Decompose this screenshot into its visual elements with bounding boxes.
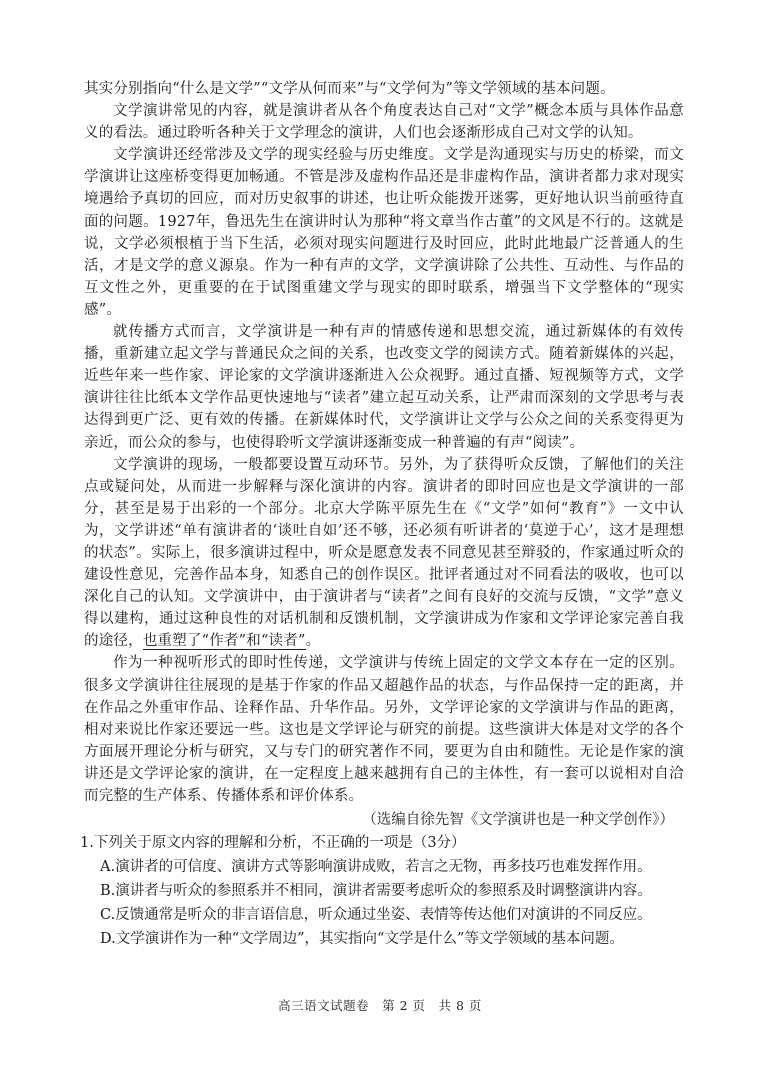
passage-paragraph-4-end: 。 [305,633,321,650]
passage-source: （选编自徐先智《文学演讲也是一种文学创作》） [362,812,674,829]
option-c: C.反馈通常是听众的非言语信息，听众通过坐姿、表情等传达他们对演讲的不同反应。 [100,907,652,924]
question-1 [80,831,684,951]
passage-paragraph-4 [84,454,684,653]
page-footer: 高三语文试题卷 第 2 页 共 8 页 [278,998,482,1013]
option-b: B.演讲者与听众的参照系并不相同，演讲者需要考虑听众的参照系及时调整演讲内容。 [100,883,652,900]
underlined-phrase: 也重塑了“作者”和“读者” [142,633,306,650]
passage-paragraph-4-main: 文学演讲的现场，一般都要设置互动环节。另外，为了获得听众反馈，了解他们的关注点或疑问处，从而进一步解释与深化演讲的内容。演讲者的即时回应也是文学演讲的一部分，甚至是易于出彩的一个部分。北京大学陈平原先生在《“文学”如何“教育”》一文中认为，文学讲述“单有演讲者的‘谈吐自如’还不够，还必须有听讲者的‘莫逆于心’，这才是理想的状态”。实际上，很多演讲过程中，听众是愿意发表不同意见甚至辩驳的，作家通过听众的建设性意见，完善作品本身，知悉自己的创作误区。批评者通过对不同看法的吸收，也可以深化自己的认知。文学演讲中，由于演讲者与“读者”之间有良好的交流与反馈，“文学”意义得以建构，通过这种良性的对话机制和反馈机制，文学演讲成为作家和文学评论家完善自我的途径， [84,456,684,650]
option-a: A.演讲者的可信度、演讲方式等影响演讲成败，若言之无物，再多技巧也难发挥作用。 [100,859,652,876]
passage-paragraph-0: 其实分别指向“什么是文学”“文学从何而来”与“文学何为”等文学领域的基本问题。 [84,81,615,97]
passage-paragraph-5: 作为一种视听形式的即时性传递，文学演讲与传统上固定的文学文本存在一定的区别。很多文学演讲往往展现的是基于作家的作品又超越作品的状态，与作品保持一定的距离，并在作品之外重审作品、诠释作品、升华作品。另外，文学评论家的文学演讲与作品的距离，相对来说比作家还要远一些。这也是文学评论与研究的前提。这些演讲大体是对文学的各个方面展开理论分析与研究，又与专门的研究著作不同，要更为自由和随性。无论是作家的演讲还是文学评论家的演讲，在一定程度上越来越拥有自己的主体性，有一套可以说相对自洽而完整的生产体系、传播体系和评价体系。 [84,655,684,804]
passage-paragraph-2: 文学演讲还经常涉及文学的现实经验与历史维度。文学是沟通现实与历史的桥梁，而文学演讲让这座桥变得更加畅通。不管是涉及虚构作品还是非虚构作品，演讲者都力求对现实境遇给予真切的回应，而对历史叙事的讲述，也让听众能拨开迷雾，更好地认识当前亟待直面的问题。1927年，鲁迅先生在演讲时认为那种“将文章当作古董”的文风是不行的。这就是说，文学必须根植于当下生活，必须对现实问题进行及时回应，此时此地最广泛普通人的生活，才是文学的意义源泉。作为一种有声的文学，文学演讲除了公共性、互动性、与作品的互文性之外，更重要的在于试图重建文学与现实的即时联系，增强当下文学整体的“现实感”。 [84,147,684,318]
passage-paragraph-3: 就传播方式而言，文学演讲是一种有声的情感传递和思想交流，通过新媒体的有效传播，重新建立起文学与普通民众之间的关系，也改变文学的阅读方式。随着新媒体的兴起，近些年来一些作家、评论家的文学演讲逐渐进入公众视野。通过直播、短视频等方式，文学演讲往往比纸本文学作品更快速地与“读者”建立起互动关系，让严肃而深刻的文学思考与表达得到更广泛、更有效的传播。在新媒体时代，文学演讲让文学与公众之间的关系变得更为亲近，而公众的参与，也使得聆听文学演讲逐渐变成一种普遍的有声“阅读”。 [84,324,684,451]
question-stem: 1.下列关于原文内容的理解和分析，不正确的一项是（3分） [80,835,466,852]
option-d: D.文学演讲作为一种“文学周边”，其实指向“文学是什么”等文学领域的基本问题。 [100,931,624,948]
passage-paragraph-1: 文学演讲常见的内容，就是演讲者从各个角度表达自己对“文学”概念本质与具体作品意义的看法。通过聆听各种关于文学理念的演讲，人们也会逐渐形成自己对文学的认知。 [84,103,684,142]
exam-page-content [80,78,684,951]
